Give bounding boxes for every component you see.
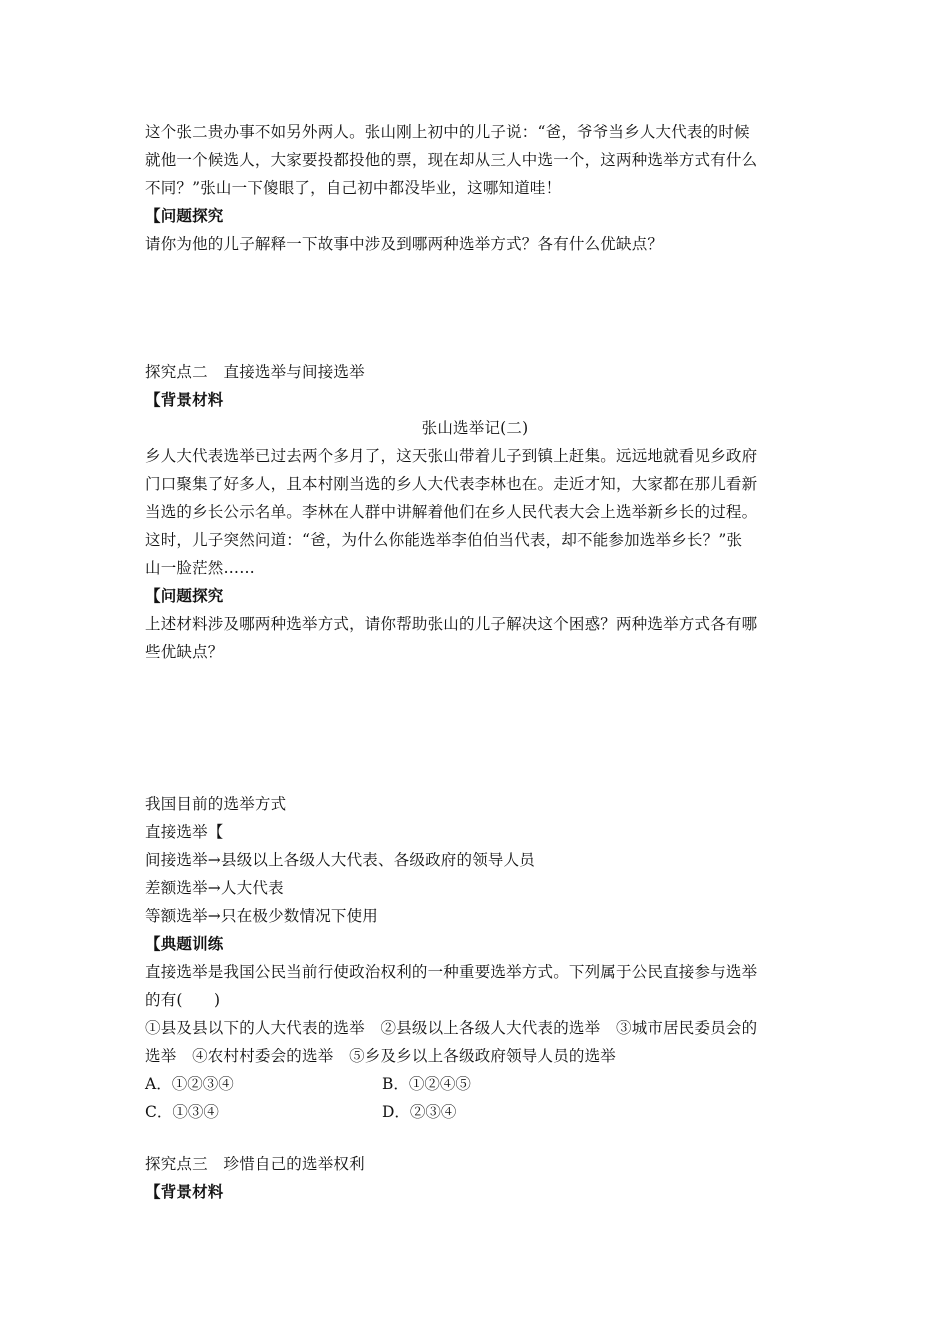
exercise-line-4: 选举 ④农村村委会的选举 ⑤乡及乡以上各级政府领导人员的选举 [145,1047,617,1065]
inquiry1-heading: 【问题探究 [145,206,224,225]
summary-title: 我国目前的选举方式 [145,795,287,813]
option-c[interactable]: C．①③④ [145,1103,219,1121]
story2-title: 张山选举记(二) [421,419,529,437]
story1-line-2: 就他一个候选人，大家要投都投他的票，现在却从三人中选一个，这两种选举方式有什么 [145,151,758,169]
inquiry2-question-line-1: 上述材料涉及哪两种选举方式，请你帮助张山的儿子解决这个困惑？两种选举方式各有哪 [145,615,758,633]
exercise-heading: 【典题训练 [145,934,224,953]
option-b[interactable]: B．①②④⑤ [382,1075,471,1093]
story1-line-3: 不同？”张山一下傻眼了，自己初中都没毕业，这哪知道哇！ [145,179,562,197]
option-d[interactable]: D．②③④ [382,1103,457,1121]
inquiry1-question: 请你为他的儿子解释一下故事中涉及到哪两种选举方式？各有什么优缺点？ [145,235,664,253]
story2-line-5: 山一脸茫然…… [145,559,255,577]
story2-line-3: 当选的乡长公示名单。李林在人群中讲解着他们在乡人民代表大会上选举新乡长的过程。 [145,503,758,521]
exercise-line-3: ①县及县以下的人大代表的选举 ②县级以上各级人大代表的选举 ③城市居民委员会的 [145,1019,758,1037]
point2-background-heading: 【背景材料 [145,390,224,409]
summary-item-equal: 等额选举→只在极少数情况下使用 [145,907,378,925]
exercise-line-2: 的有( ) [145,991,221,1009]
story1-line-1: 这个张二贵办事不如另外两人。张山刚上初中的儿子说：“爸，爷爷当乡人大代表的时候 [145,123,750,141]
point2-heading: 探究点二 直接选举与间接选举 [145,363,365,381]
story2-line-4: 这时，儿子突然问道：“爸，为什么你能选举李伯伯当代表，却不能参加选举乡长？”张 [145,531,743,549]
story2-line-1: 乡人大代表选举已过去两个多月了，这天张山带着儿子到镇上赶集。远远地就看见乡政府 [145,447,758,465]
point3-heading: 探究点三 珍惜自己的选举权利 [145,1155,365,1173]
exercise-line-1: 直接选举是我国公民当前行使政治权利的一种重要选举方式。下列属于公民直接参与选举 [145,963,758,981]
options-row-2 [145,1098,815,1126]
summary-item-competitive: 差额选举→人大代表 [145,879,284,897]
story2-line-2: 门口聚集了好多人，且本村刚当选的乡人大代表李林也在。走近才知，大家都在那儿看新 [145,475,758,493]
point3-background-heading: 【背景材料 [145,1182,224,1201]
inquiry2-heading: 【问题探究 [145,586,224,605]
option-a[interactable]: A．①②③④ [145,1075,234,1093]
summary-item-indirect: 间接选举→县级以上各级人大代表、各级政府的领导人员 [145,851,535,869]
options-row-1 [145,1070,815,1098]
inquiry2-question-line-2: 些优缺点？ [145,643,224,661]
summary-item-direct: 直接选举【 [145,823,224,841]
